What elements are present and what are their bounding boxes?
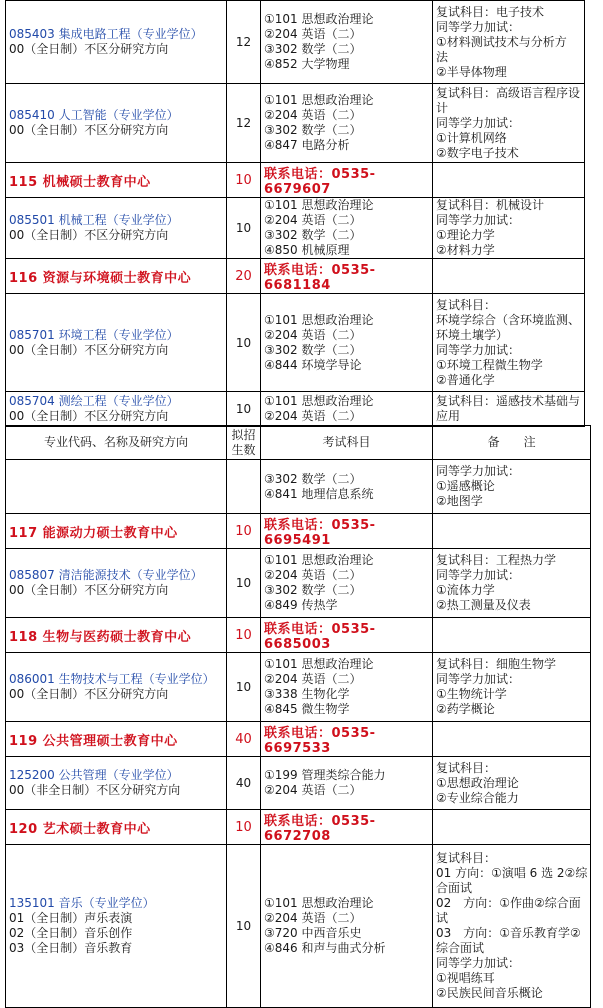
center-name: 116 资源与环境硕士教育中心 bbox=[6, 259, 227, 294]
major-row bbox=[6, 294, 585, 392]
major-direction: 00（全日制）不区分研究方向 bbox=[9, 342, 169, 357]
major-quota: 10 bbox=[227, 653, 261, 722]
major-row bbox=[6, 757, 591, 810]
notes: 复试科目：遥感技术基础与 应用 bbox=[433, 392, 585, 427]
major-row bbox=[6, 460, 591, 514]
center-row bbox=[6, 618, 591, 653]
notes: 复试科目：细胞生物学 同等学力加试： ①生物统计学 ②药学概论 bbox=[433, 653, 591, 722]
major-cell bbox=[6, 1, 227, 84]
exam-subjects: ③302 数学（二） ④841 地理信息系统 bbox=[261, 460, 433, 514]
center-notes-empty bbox=[433, 618, 591, 653]
major-row bbox=[6, 1, 585, 84]
major-row bbox=[6, 549, 591, 618]
major-direction: 00（非全日制）不区分研究方向 bbox=[9, 783, 181, 797]
major-row bbox=[6, 845, 591, 1008]
header-quota: 拟招 生数 bbox=[227, 426, 261, 460]
major-quota bbox=[227, 460, 261, 514]
exam-subjects: ①101 思想政治理论 ②204 英语（二） ③302 数学（二） ④847 电路分析 bbox=[261, 84, 433, 163]
major-code: 085410 人工智能（专业学位） bbox=[9, 108, 179, 122]
center-notes-empty bbox=[433, 722, 591, 757]
notes: 复试科目：工程热力学 同等学力加试： ①流体力学 ②热工测量及仪表 bbox=[433, 549, 591, 618]
exam-subjects: ①199 管理类综合能力 ②204 英语（二） bbox=[261, 757, 433, 810]
major-quota: 10 bbox=[227, 294, 261, 392]
major-cell bbox=[6, 294, 227, 392]
notes: 复试科目： 01 方向：①演唱 6 选 2②综 合面试 02 方向：①作曲②综合面 试 03 方向：①音乐教育学② 综合面试 同等学力加试： ①视唱练耳 ②民族民间音乐概论 bbox=[433, 845, 591, 1008]
header-major: 专业代码、名称及研究方向 bbox=[6, 426, 227, 460]
notes: 复试科目：电子技术 同等学力加试： ①材料测试技术与分析方 法 ②半导体物理 bbox=[433, 1, 585, 84]
major-direction: 00（全日制）不区分研究方向 bbox=[9, 123, 169, 137]
center-row bbox=[6, 514, 591, 549]
major-code: 086001 生物技术与工程（专业学位） bbox=[9, 672, 215, 686]
major-quota: 10 bbox=[227, 198, 261, 259]
center-name: 115 机械硕士教育中心 bbox=[6, 163, 227, 198]
major-quota: 10 bbox=[227, 549, 261, 618]
center-phone: 联系电话：0535-6697533 bbox=[261, 722, 433, 757]
center-phone: 联系电话：0535-6679607 bbox=[261, 163, 433, 198]
exam-subjects: ①101 思想政治理论 ②204 英语（二） bbox=[261, 392, 433, 427]
major-code: 085704 测绘工程（专业学位） bbox=[9, 394, 179, 408]
major-row bbox=[6, 84, 585, 163]
center-phone: 联系电话：0535-6695491 bbox=[261, 514, 433, 549]
notes: 复试科目：高级语言程序设 计 同等学力加试： ①计算机网络 ②数字电子技术 bbox=[433, 84, 585, 163]
exam-subjects: ①101 思想政治理论 ②204 英语（二） ③302 数学（二） ④844 环境学导论 bbox=[261, 294, 433, 392]
major-quota: 10 bbox=[227, 392, 261, 427]
major-cell: 135101 音乐（专业学位） 01（全日制）声乐表演 02（全日制）音乐创作 03（全日制）音乐教育 bbox=[6, 845, 227, 1008]
major-cell bbox=[6, 653, 227, 722]
exam-subjects: ①101 思想政治理论 ②204 英语（二） ③302 数学（二） ④849 传热学 bbox=[261, 549, 433, 618]
major-code: 085501 机械工程（专业学位） bbox=[9, 213, 179, 227]
major-direction: 00（全日制）不区分研究方向 bbox=[9, 409, 169, 423]
major-cell bbox=[6, 460, 227, 514]
center-notes-empty bbox=[433, 259, 585, 294]
major-code: 135101 音乐（专业学位） bbox=[9, 896, 155, 910]
center-row bbox=[6, 722, 591, 757]
admissions-table-part2 bbox=[5, 425, 591, 1008]
header-exams: 考试科目 bbox=[261, 426, 433, 460]
center-row bbox=[6, 259, 585, 294]
center-quota: 10 bbox=[227, 618, 261, 653]
major-quota: 40 bbox=[227, 757, 261, 810]
center-quota: 10 bbox=[227, 810, 261, 845]
major-code: 125200 公共管理（专业学位） bbox=[9, 768, 179, 782]
center-row bbox=[6, 163, 585, 198]
major-cell bbox=[6, 392, 227, 427]
center-row bbox=[6, 810, 591, 845]
table-header-row bbox=[6, 426, 591, 460]
major-direction: 00（全日制）不区分研究方向 bbox=[9, 228, 169, 242]
major-code: 085807 清洁能源技术（专业学位） bbox=[9, 568, 203, 582]
major-cell bbox=[6, 757, 227, 810]
major-quota: 10 bbox=[227, 845, 261, 1008]
center-quota: 10 bbox=[227, 514, 261, 549]
notes: 同等学力加试： ①遥感概论 ②地图学 bbox=[433, 460, 591, 514]
major-cell bbox=[6, 198, 227, 259]
admissions-table-part1 bbox=[5, 0, 585, 427]
center-name: 119 公共管理硕士教育中心 bbox=[6, 722, 227, 757]
major-cell bbox=[6, 84, 227, 163]
center-notes-empty bbox=[433, 163, 585, 198]
exam-subjects: ①101 思想政治理论 ②204 英语（二） ③302 数学（二） ④852 大学物理 bbox=[261, 1, 433, 84]
exam-subjects: ①101 思想政治理论 ②204 英语（二） ③338 生物化学 ④845 微生物学 bbox=[261, 653, 433, 722]
center-name: 120 艺术硕士教育中心 bbox=[6, 810, 227, 845]
major-row bbox=[6, 198, 585, 259]
major-code: 085403 集成电路工程（专业学位） bbox=[9, 27, 203, 41]
major-quota: 12 bbox=[227, 1, 261, 84]
center-notes-empty bbox=[433, 514, 591, 549]
major-quota: 12 bbox=[227, 84, 261, 163]
center-quota: 40 bbox=[227, 722, 261, 757]
major-row bbox=[6, 653, 591, 722]
header-notes: 备 注 bbox=[433, 426, 591, 460]
major-direction: 00（全日制）不区分研究方向 bbox=[9, 42, 169, 56]
major-direction: 00（全日制）不区分研究方向 bbox=[9, 687, 169, 701]
center-quota: 10 bbox=[227, 163, 261, 198]
center-quota: 20 bbox=[227, 259, 261, 294]
center-name: 117 能源动力硕士教育中心 bbox=[6, 514, 227, 549]
major-cell bbox=[6, 549, 227, 618]
notes: 复试科目： ①思想政治理论 ②专业综合能力 bbox=[433, 757, 591, 810]
center-notes-empty bbox=[433, 810, 591, 845]
notes: 复试科目： 环境学综合（含环境监测、 环境土壤学） 同等学力加试： ①环境工程微生物学 ②普通化学 bbox=[433, 294, 585, 392]
major-row bbox=[6, 392, 585, 427]
notes: 复试科目：机械设计 同等学力加试： ①理论力学 ②材料力学 bbox=[433, 198, 585, 259]
center-phone: 联系电话：0535-6685003 bbox=[261, 618, 433, 653]
center-name: 118 生物与医药硕士教育中心 bbox=[6, 618, 227, 653]
center-phone: 联系电话：0535-6672708 bbox=[261, 810, 433, 845]
exam-subjects: ①101 思想政治理论 ②204 英语（二） ③302 数学（二） ④850 机械原理 bbox=[261, 198, 433, 259]
center-phone: 联系电话：0535-6681184 bbox=[261, 259, 433, 294]
major-direction: 00（全日制）不区分研究方向 bbox=[9, 583, 169, 597]
major-code: 085701 环境工程（专业学位） bbox=[9, 327, 179, 342]
exam-subjects: ①101 思想政治理论 ②204 英语（二） ③720 中西音乐史 ④846 和声与曲式分析 bbox=[261, 845, 433, 1008]
